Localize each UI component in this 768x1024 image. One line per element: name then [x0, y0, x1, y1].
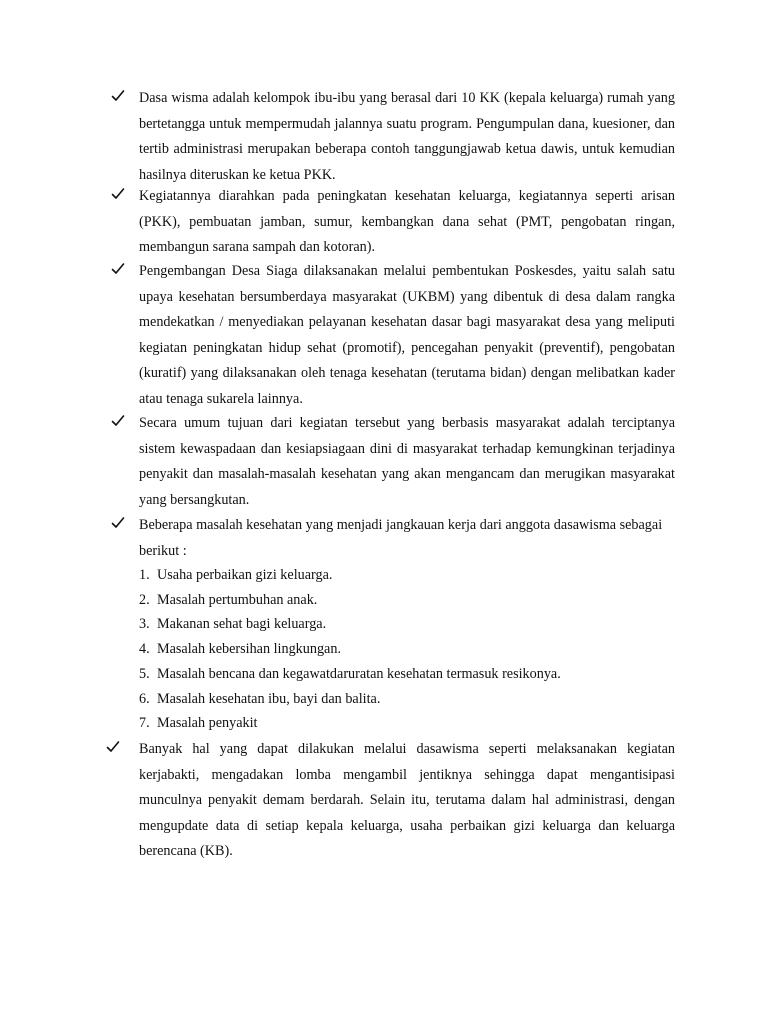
- check-mark-icon: [111, 89, 125, 103]
- bullet-text: Kegiatannya diarahkan pada peningkatan kesehatan keluarga, kegiatannya seperti arisan (PKK), pembuatan jamban, sumur, kembangkan dana sehat (PMT, pengobatan ringan, membangun sarana sampah dan kotoran).: [139, 188, 675, 256]
- bullet-text: Beberapa masalah kesehatan yang menjadi jangkauan kerja dari anggota dasawisma sebagai berikut :: [139, 517, 663, 559]
- bullet-text: Pengembangan Desa Siaga dilaksanakan melalui pembentukan Poskesdes, yaitu salah satu upaya kesehatan bersumberdaya masyarakat (UKBM) yang dibentuk di desa dalam rangka mendekatkan / menyediakan pelayanan kesehatan dasar bagi masyarakat desa yang meliputi kegiatan peningkatan hidup sehat (promotif), pencegahan penyakit (preventif), pengobatan (kuratif) yang dilaksanakan oleh tenaga kesehatan (terutama bidan) dengan melibatkan kader atau tenaga sukarela lainnya.: [139, 263, 675, 407]
- list-item: 5. Masalah bencana dan kegawatdaruratan kesehatan termasuk resikonya.: [139, 665, 561, 682]
- check-mark-icon: [111, 414, 125, 428]
- check-mark-icon: [106, 740, 120, 754]
- list-item: 2. Masalah pertumbuhan anak.: [139, 591, 318, 608]
- check-mark-icon: [111, 516, 125, 530]
- numbered-list: [139, 563, 675, 736]
- list-item: 4. Masalah kebersihan lingkungan.: [139, 641, 341, 658]
- list-item: 3. Makanan sehat bagi keluarga.: [139, 616, 327, 633]
- check-mark-icon: [111, 262, 125, 276]
- list-item: 6. Masalah kesehatan ibu, bayi dan balita.: [139, 690, 381, 707]
- bullet-text: Banyak hal yang dapat dilakukan melalui dasawisma seperti melaksanakan kegiatan kerjabakti, mengadakan lomba mengambil jentiknya sehingga dapat mengantisipasi munculnya penyakit demam berdarah. Selain itu, terutama dalam hal administrasi, dengan mengupdate data di setiap kepala keluarga, usaha perbaikan gizi keluarga dan keluarga berencana (KB).: [139, 741, 675, 860]
- list-item: 7. Masalah penyakit: [139, 715, 258, 732]
- bullet-text: Dasa wisma adalah kelompok ibu-ibu yang berasal dari 10 KK (kepala keluarga) rumah yang bertetangga untuk mempermudah jalannya suatu program. Pengumpulan dana, kuesioner, dan tertib administrasi merupakan beberapa contoh tanggungjawab ketua dawis, untuk kemudian hasilnya diteruskan ke ketua PKK.: [139, 90, 675, 183]
- list-item: 1. Usaha perbaikan gizi keluarga.: [139, 567, 333, 583]
- check-mark-icon: [111, 187, 125, 201]
- bullet-text: Secara umum tujuan dari kegiatan tersebut yang berbasis masyarakat adalah terciptanya sistem kewaspadaan dan kesiapsiagaan dini di masyarakat terhadap kemungkinan terjadinya penyakit dan masalah-masalah kesehatan yang akan mengancam dan merugikan masyarakat yang bersangkutan.: [139, 415, 675, 508]
